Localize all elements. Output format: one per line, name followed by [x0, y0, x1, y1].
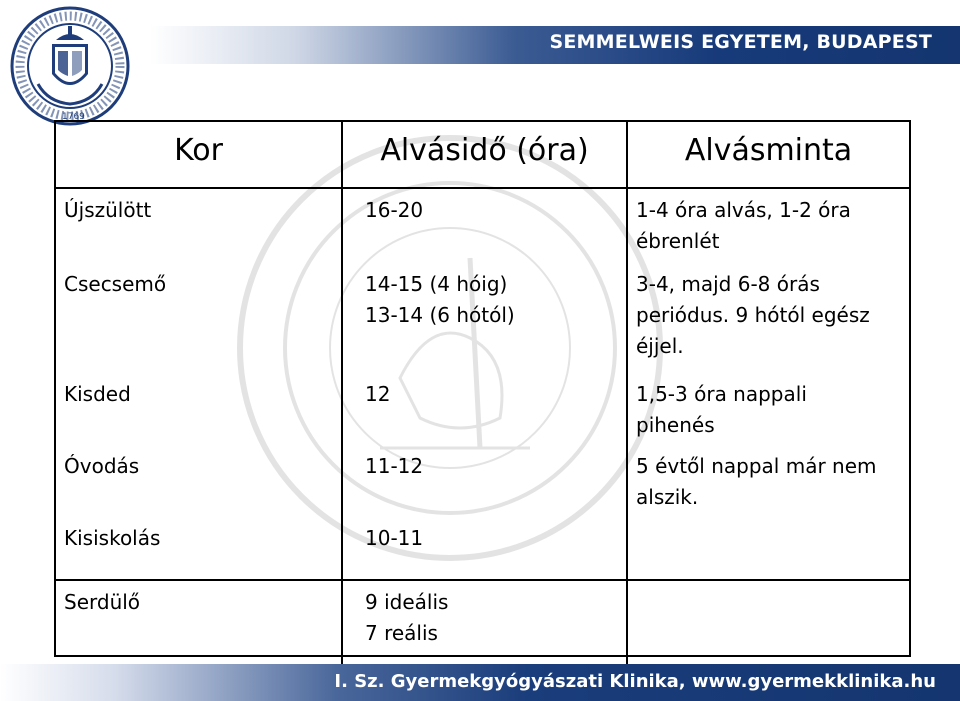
sleep-cell: [341, 445, 626, 517]
pattern-line: alszik.: [636, 485, 699, 509]
pattern-line: ébrenlét: [636, 229, 720, 253]
sleep-cell: [341, 517, 626, 581]
university-title: SEMMELWEIS EGYETEM, BUDAPEST: [549, 31, 932, 53]
sleep-line: 7 reális: [365, 621, 438, 645]
pattern-line: 5 évtől nappal már nem: [636, 454, 877, 478]
seal-year: 1769: [62, 112, 85, 122]
sleep-line: 10-11: [365, 526, 424, 550]
header-sleep-pattern: Alvásminta: [626, 122, 909, 189]
sleep-line: 12: [365, 382, 391, 406]
sleep-table: [54, 120, 911, 657]
age-cell: Óvodás: [64, 454, 140, 478]
pattern-cell: [626, 445, 909, 517]
pattern-line: 1-4 óra alvás, 1-2 óra: [636, 198, 851, 222]
sleep-line: 16-20: [365, 198, 424, 222]
header-age: Kor: [56, 122, 341, 189]
pattern-line: 1,5-3 óra nappali: [636, 382, 807, 406]
pattern-cell: [626, 189, 909, 263]
footer-clinic-text: I. Sz. Gyermekgyógyászati Klinika, www.gyermekklinika.hu: [334, 671, 936, 692]
pattern-cell: [626, 517, 909, 581]
university-seal-logo: [8, 4, 132, 128]
age-cell: Kisded: [64, 382, 131, 406]
sleep-cell: [341, 581, 626, 665]
age-cell: Csecsemő: [64, 272, 167, 296]
sleep-line: 11-12: [365, 454, 424, 478]
sleep-line: 14-15 (4 hóig): [365, 272, 508, 296]
sleep-cell: [341, 263, 626, 373]
pattern-line: pihenés: [636, 413, 715, 437]
age-cell: Újszülött: [64, 198, 152, 222]
pattern-line: periódus. 9 hótól egész: [636, 303, 870, 327]
age-cell: Serdülő: [64, 590, 141, 614]
header-sleep-hours: Alvásidő (óra): [341, 122, 626, 189]
pattern-line: 3-4, majd 6-8 órás: [636, 272, 820, 296]
age-cell: Kisiskolás: [56, 517, 341, 581]
sleep-cell: [341, 373, 626, 445]
sleep-line: 9 ideális: [365, 590, 449, 614]
sleep-cell: [341, 189, 626, 263]
pattern-cell: [626, 581, 909, 665]
sleep-line: 13-14 (6 hótól): [365, 303, 515, 327]
pattern-cell: [626, 263, 909, 373]
pattern-cell: [626, 373, 909, 445]
pattern-line: éjjel.: [636, 334, 684, 358]
